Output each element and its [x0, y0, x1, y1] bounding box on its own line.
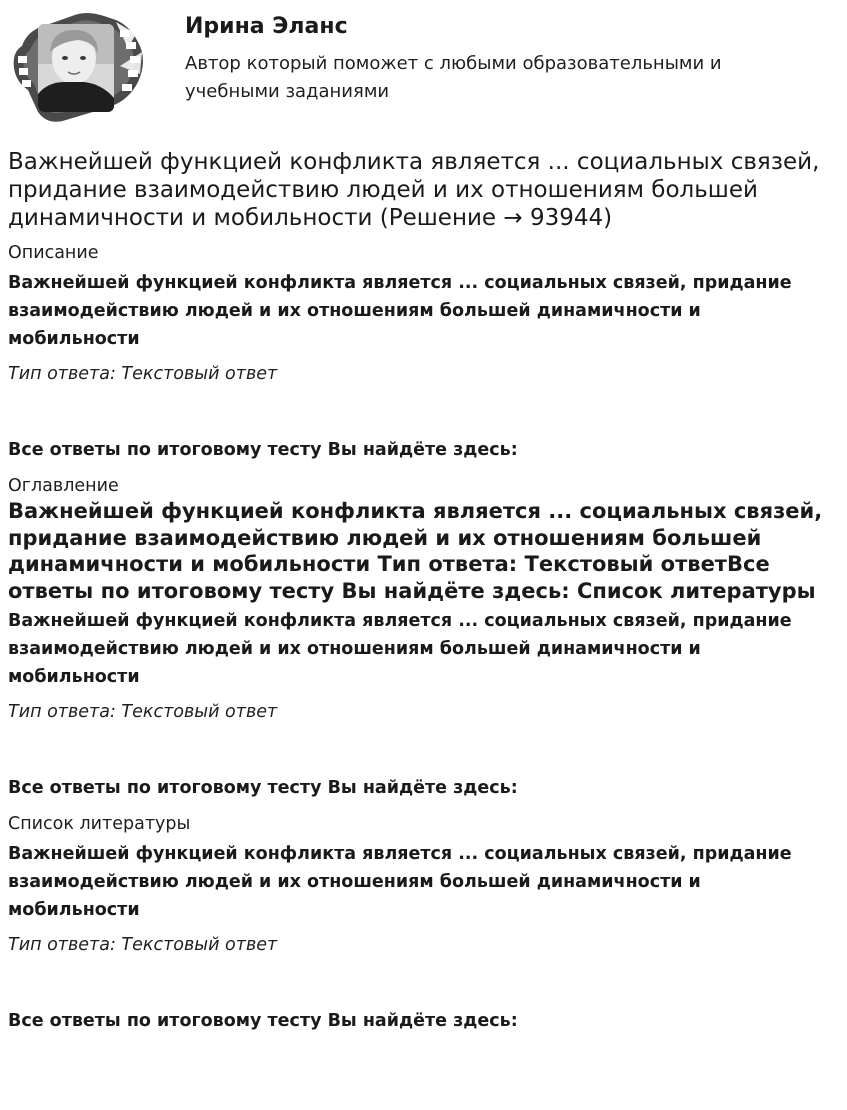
question-text: Важнейшей функцией конфликта является ... социальных связей, придание взаимодействию людей и их отношениям большей динамичности и мобильности [8, 273, 792, 349]
toc-text: Важнейшей функцией конфликта является ... социальных связей, придание взаимодействию людей и их отношениям большей динамичности и мобильности Тип ответа: Текстовый ответВсе ответы по итоговому тесту Вы найдёте здесь: Список литературы [8, 499, 823, 603]
all-answers-note: Все ответы по итоговому тесту Вы найдёте здесь: [8, 1011, 518, 1031]
author-photo [38, 24, 114, 112]
all-answers-note: Все ответы по итоговому тесту Вы найдёте здесь: [8, 778, 518, 798]
page-title: Важнейшей функцией конфликта является ... социальных связей, придание взаимодействию людей и их отношениям большей динамичности и мобильности (Решение → 93944) [8, 149, 820, 231]
author-card [8, 8, 838, 128]
main-content [8, 148, 833, 1033]
author-name: Ирина Эланс [185, 14, 348, 39]
author-avatar [8, 8, 150, 128]
answer-type: Тип ответа: Текстовый ответ [8, 364, 278, 384]
answer-type: Тип ответа: Текстовый ответ [8, 935, 278, 955]
question-text: Важнейшей функцией конфликта является ... социальных связей, придание взаимодействию людей и их отношениям большей динамичности и мобильности [8, 844, 792, 920]
section-label-bibliography: Список литературы [8, 814, 191, 834]
all-answers-note: Все ответы по итоговому тесту Вы найдёте здесь: [8, 440, 518, 460]
section-label-description: Описание [8, 243, 99, 263]
section-label-toc: Оглавление [8, 476, 119, 496]
question-text: Важнейшей функцией конфликта является ... социальных связей, придание взаимодействию людей и их отношениям большей динамичности и мобильности [8, 611, 792, 687]
author-description: Автор который поможет с любыми образовательными и учебными заданиями [185, 53, 722, 102]
answer-type: Тип ответа: Текстовый ответ [8, 702, 278, 722]
